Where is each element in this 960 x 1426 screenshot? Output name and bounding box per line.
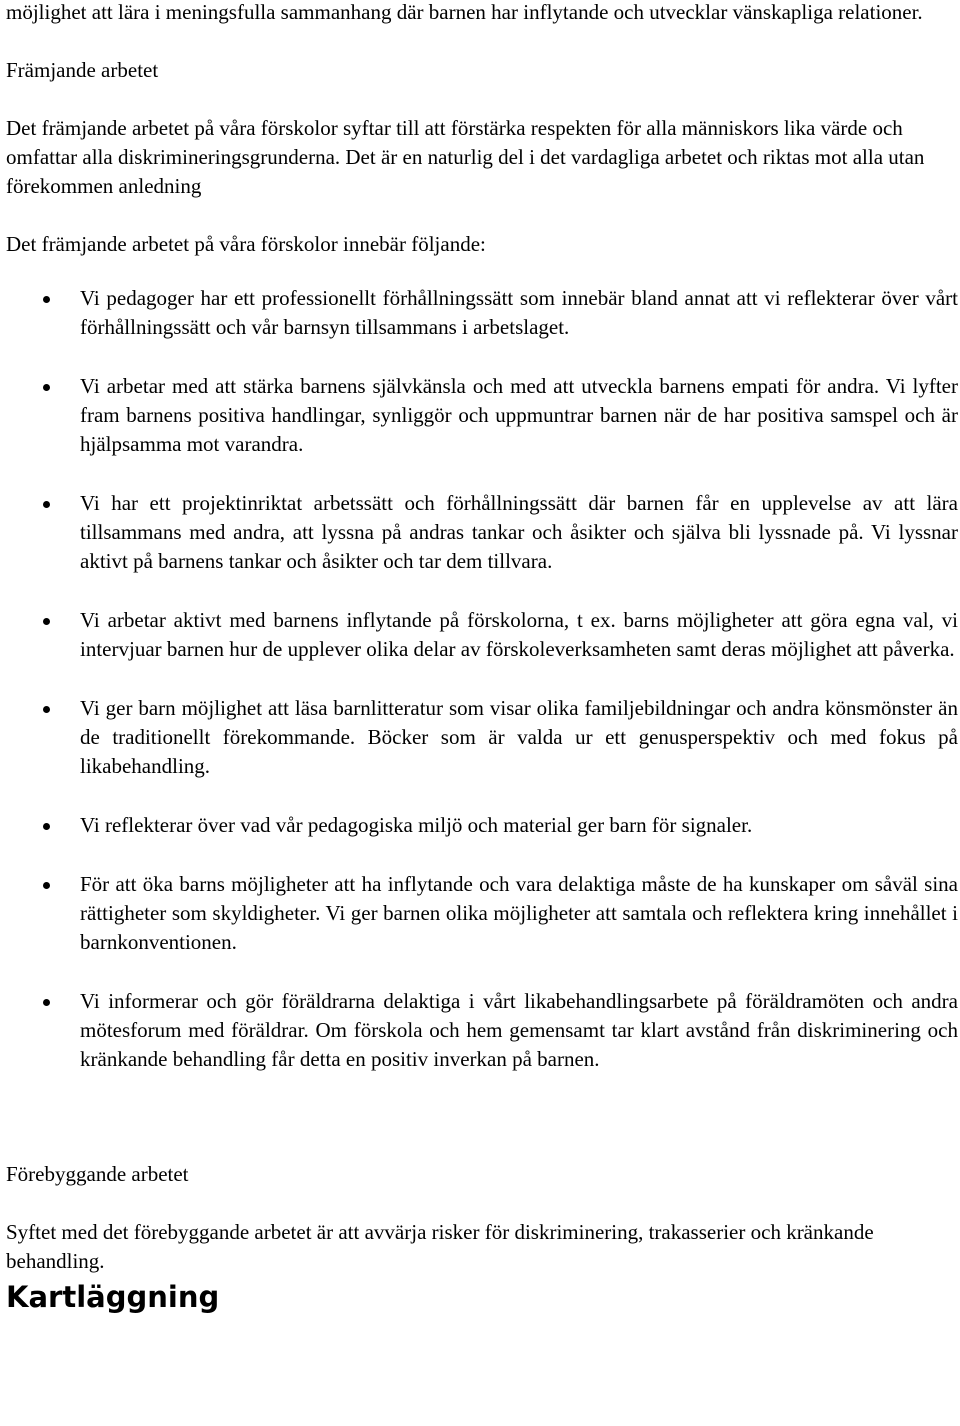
bullet-item — [6, 870, 958, 957]
bullet-text: Vi arbetar aktivt med barnens inflytande på förskolorna, t ex. barns möjligheter att göra egna val, vi intervjuar barnen hur de upplever olika delar av förskoleverksamheten samt deras möjlighet att påverka. — [80, 608, 958, 661]
bullet-text: Vi ger barn möjlighet att läsa barnlitteratur som visar olika familjebildningar och andra könsmönster än de traditionellt förekommande. Böcker som är valda ur ett genusperspektiv och med fokus på likabehandling. — [80, 696, 958, 778]
section-spacer — [6, 1074, 958, 1160]
bullet-item — [6, 284, 958, 342]
bullet-icon — [43, 999, 50, 1006]
document-page — [6, 0, 958, 1317]
bullet-item — [6, 372, 958, 459]
kartlaggning-heading: Kartläggning — [6, 1280, 220, 1314]
bullet-item — [6, 811, 958, 840]
framjande-paragraph: Det främjande arbetet på våra förskolor syftar till att förstärka respekten för alla människors lika värde och omfattar alla diskrimineringsgrunderna. Det är en naturlig del i det vardagliga arbetet och riktas mot alla utan förekommen anledning — [6, 116, 925, 198]
bullet-text: Vi pedagoger har ett professionellt förhållningssätt som innebär bland annat att vi reflekterar över vårt förhållningssätt och vår barnsyn tillsammans i arbetslaget. — [80, 286, 958, 339]
bullet-text: Vi reflekterar över vad vår pedagogiska miljö och material ger barn för signaler. — [80, 813, 753, 837]
bullet-text: Vi har ett projektinriktat arbetssätt och förhållningssätt där barnen får en upplevelse av att lära tillsammans med andra, att lyssna på andras tankar och åsikter och själva bli lyssnade på. Vi lyssnar aktivt på barnens tankar och åsikter och tar dem tillvara. — [80, 491, 958, 573]
bullet-text: För att öka barns möjligheter att ha inflytande och vara delaktiga måste de ha kunskaper om såväl sina rättigheter som skyldigheter. Vi ger barnen olika möjligheter att samtala och reflektera kring innehållet i barnkonventionen. — [80, 872, 958, 954]
bullet-icon — [43, 384, 50, 391]
bullet-text: Vi informerar och gör föräldrarna delaktiga i vårt likabehandlingsarbete på föräldramöten och andra mötesforum med föräldrar. Om förskola och hem gemensamt tar klart avstånd från diskriminering och kränkande behandling får detta en positiv inverkan på barnen. — [80, 989, 958, 1071]
bullet-icon — [43, 706, 50, 713]
bullet-icon — [43, 823, 50, 830]
forebyggande-paragraph: Syftet med det förebyggande arbetet är att avvärja risker för diskriminering, trakasserier och kränkande behandling. — [6, 1220, 874, 1273]
bullet-icon — [43, 296, 50, 303]
bullet-item — [6, 694, 958, 781]
section-heading-forebyggande: Förebyggande arbetet — [6, 1162, 189, 1186]
framjande-bullet-list — [6, 284, 958, 1074]
bullet-icon — [43, 882, 50, 889]
bullet-icon — [43, 501, 50, 508]
framjande-lead: Det främjande arbetet på våra förskolor innebär följande: — [6, 232, 486, 256]
bullet-icon — [43, 618, 50, 625]
bullet-item — [6, 987, 958, 1074]
bullet-item — [6, 606, 958, 664]
bullet-item — [6, 489, 958, 576]
intro-paragraph: möjlighet att lära i meningsfulla sammanhang där barnen har inflytande och utvecklar vänskapliga relationer. — [6, 0, 923, 24]
section-heading-framjande: Främjande arbetet — [6, 58, 159, 82]
bullet-text: Vi arbetar med att stärka barnens självkänsla och med att utveckla barnens empati för andra. Vi lyfter fram barnens positiva handlingar, synliggör och uppmuntrar barnen när de har positiva samspel och är hjälpsamma mot varandra. — [80, 374, 958, 456]
